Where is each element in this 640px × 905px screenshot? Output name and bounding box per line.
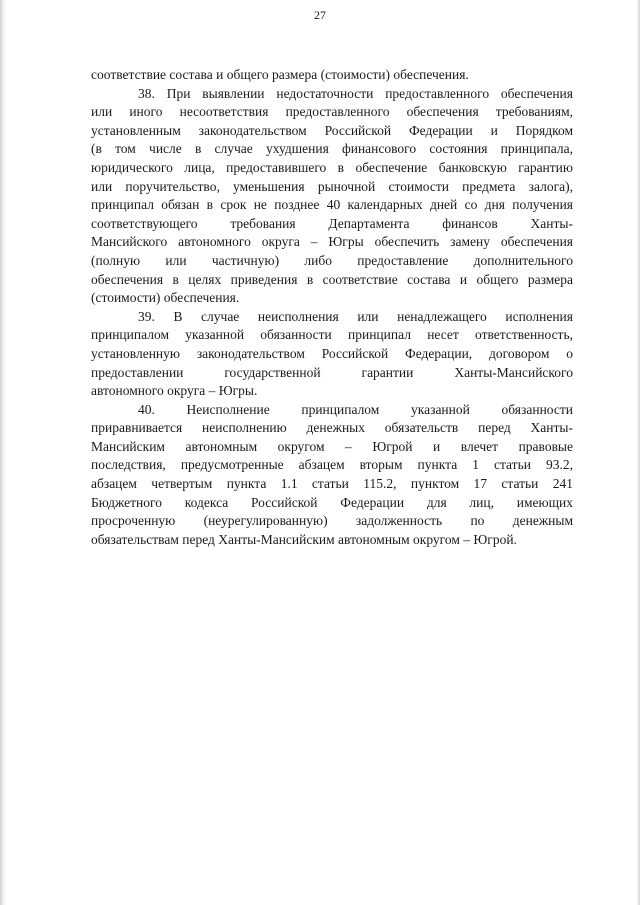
text-line: или иного несоответствия предоставленного обеспечения требованиям,	[91, 104, 573, 120]
text-line: автономного округа – Югры.	[91, 383, 258, 399]
paragraph-continuation	[91, 66, 573, 85]
text-line: (в том числе в случае ухудшения финансового состояния принципала,	[91, 141, 573, 157]
paragraph-40	[91, 401, 573, 550]
text-line: Мансийского автономного округа – Югры обеспечить замену обеспечения	[91, 234, 573, 250]
text-line: юридического лица, предоставившего в обеспечение банковскую гарантию	[91, 159, 573, 175]
text-line: 38. При выявлении недостаточности предоставленного обеспечения	[138, 85, 573, 101]
paragraph-39	[91, 308, 573, 401]
text-line: (стоимости) обеспечения.	[91, 290, 240, 306]
text-line: 39. В случае неисполнения или ненадлежащего исполнения	[138, 308, 573, 324]
document-body	[91, 66, 573, 549]
page-number: 27	[314, 8, 326, 22]
scan-edge-right	[636, 0, 640, 905]
text-line: обеспечения в целях приведения в соответствие состава и общего размера	[91, 271, 573, 287]
text-line: Мансийским автономным округом – Югрой и влечет правовые	[91, 438, 573, 454]
text-line: приравнивается неисполнению денежных обязательств перед Ханты-	[91, 420, 573, 436]
text-line: принципалом указанной обязанности принципал несет ответственность,	[91, 327, 573, 343]
text-line: абзацем четвертым пункта 1.1 статьи 115.2, пунктом 17 статьи 241	[91, 476, 573, 492]
text-line: установленным законодательством Российской Федерации и Порядком	[91, 122, 573, 138]
text-line: соответствие состава и общего размера (стоимости) обеспечения.	[91, 67, 469, 82]
scan-edge-left	[0, 0, 6, 905]
text-line: 40. Неисполнение принципалом указанной обязанности	[138, 401, 573, 417]
text-line: просроченную (неурегулированную) задолженность по денежным	[91, 513, 573, 529]
text-line: обязательствам перед Ханты-Мансийским автономным округом – Югрой.	[91, 531, 517, 547]
text-line: предоставлении государственной гарантии Ханты-Мансийского	[91, 364, 573, 380]
paragraph-38	[91, 85, 573, 308]
text-line: или поручительство, уменьшения рыночной стоимости предмета залога),	[91, 178, 573, 194]
text-line: Бюджетного кодекса Российской Федерации для лиц, имеющих	[91, 494, 573, 510]
text-line: принципал обязан в срок не позднее 40 календарных дней со дня получения	[91, 197, 573, 213]
text-line: последствия, предусмотренные абзацем вторым пункта 1 статьи 93.2,	[91, 457, 573, 473]
text-line: установленную законодательством Российской Федерации, договором о	[91, 345, 573, 361]
text-line: соответствующего требования Департамента финансов Ханты-	[91, 215, 573, 231]
text-line: (полную или частичную) либо предоставление дополнительного	[91, 252, 573, 268]
